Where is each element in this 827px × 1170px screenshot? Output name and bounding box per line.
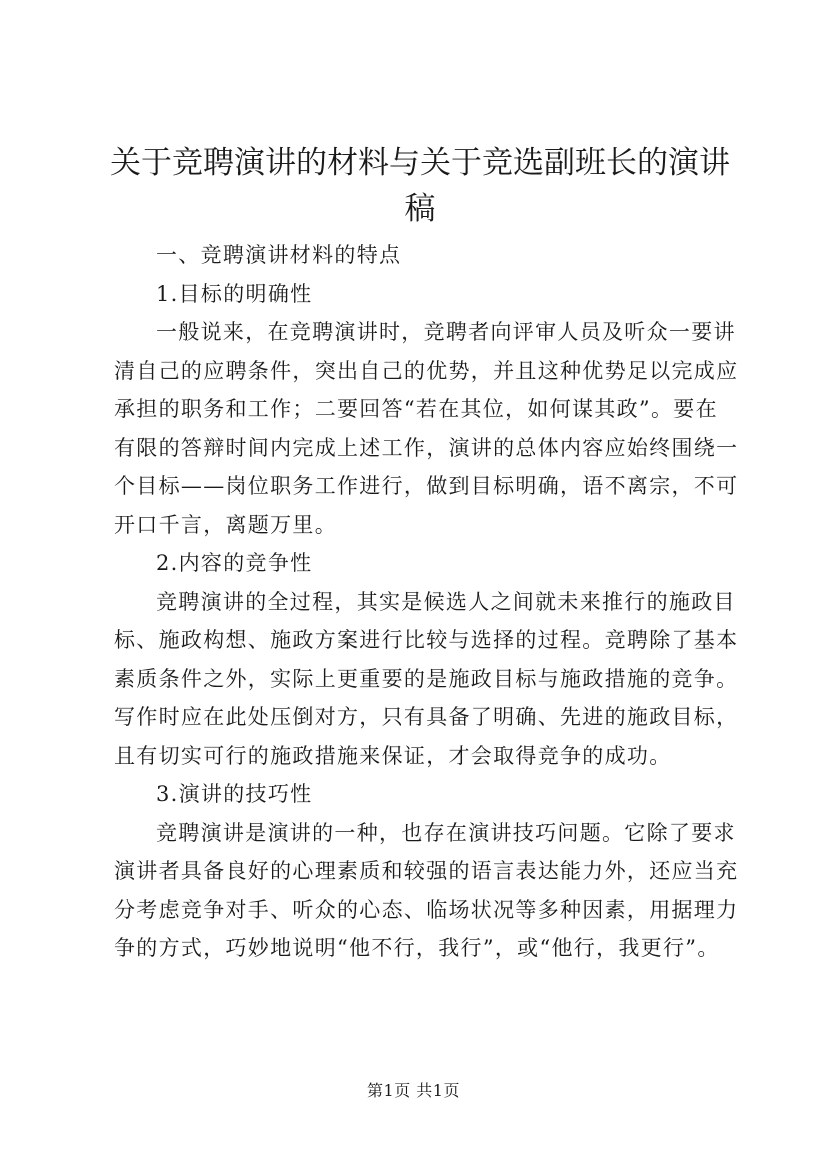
page-footer: 第1页 共1页 [367, 1081, 460, 1100]
text-line: 承担的职务和工作；二要回答“若在其位，如何谋其政”。要在 [114, 397, 718, 421]
document-body [114, 236, 740, 968]
text-line: 分考虑竞争对手、听众的心态、临场状况等多种因素，用据理力 [114, 897, 739, 922]
text-line: 写作时应在此处压倒对方，只有具备了明确、先进的施政目标， [114, 705, 739, 729]
text-line: 竞聘演讲是演讲的一种，也存在演讲技巧问题。它除了要求 [156, 820, 736, 845]
text-line: 个目标——岗位职务工作进行，做到目标明确，语不离宗，不可 [114, 474, 739, 498]
document-title [100, 140, 740, 232]
title-line-1: 关于竞聘演讲的材料与关于竞选副班长的演讲 [110, 145, 730, 181]
text-line: 清自己的应聘条件，突出自己的优势，并且这种优势足以完成应 [114, 358, 739, 383]
text-line: 开口千言，离题万里。 [114, 512, 337, 537]
text-line: 有限的答辩时间内完成上述工作，演讲的总体内容应始终围绕一 [114, 435, 739, 460]
text-line: 竞聘演讲的全过程，其实是候选人之间就未来推行的施政目 [156, 589, 736, 614]
text-line: 一般说来，在竞聘演讲时，竞聘者向评审人员及听众一要讲 [156, 320, 736, 344]
text-line: 演讲者具备良好的心理素质和较强的语言表达能力外，还应当充 [114, 859, 739, 883]
text-line: 3.演讲的技巧性 [156, 782, 313, 806]
text-line: 素质条件之外，实际上更重要的是施政目标与施政措施的竞争。 [114, 666, 739, 691]
text-line: 标、施政构想、施政方案进行比较与选择的过程。竞聘除了基本 [114, 628, 739, 652]
text-line: 争的方式，巧妙地说明“他不行，我行”，或“他行，我更行”。 [114, 936, 720, 960]
title-line-2: 稿 [404, 191, 436, 227]
text-line: 且有切实可行的施政措施来保证，才会取得竞争的成功。 [114, 743, 672, 768]
text-line: 一、竞聘演讲材料的特点 [156, 243, 402, 267]
text-line: 1.目标的明确性 [156, 281, 313, 306]
text-line: 2.内容的竞争性 [156, 551, 313, 575]
